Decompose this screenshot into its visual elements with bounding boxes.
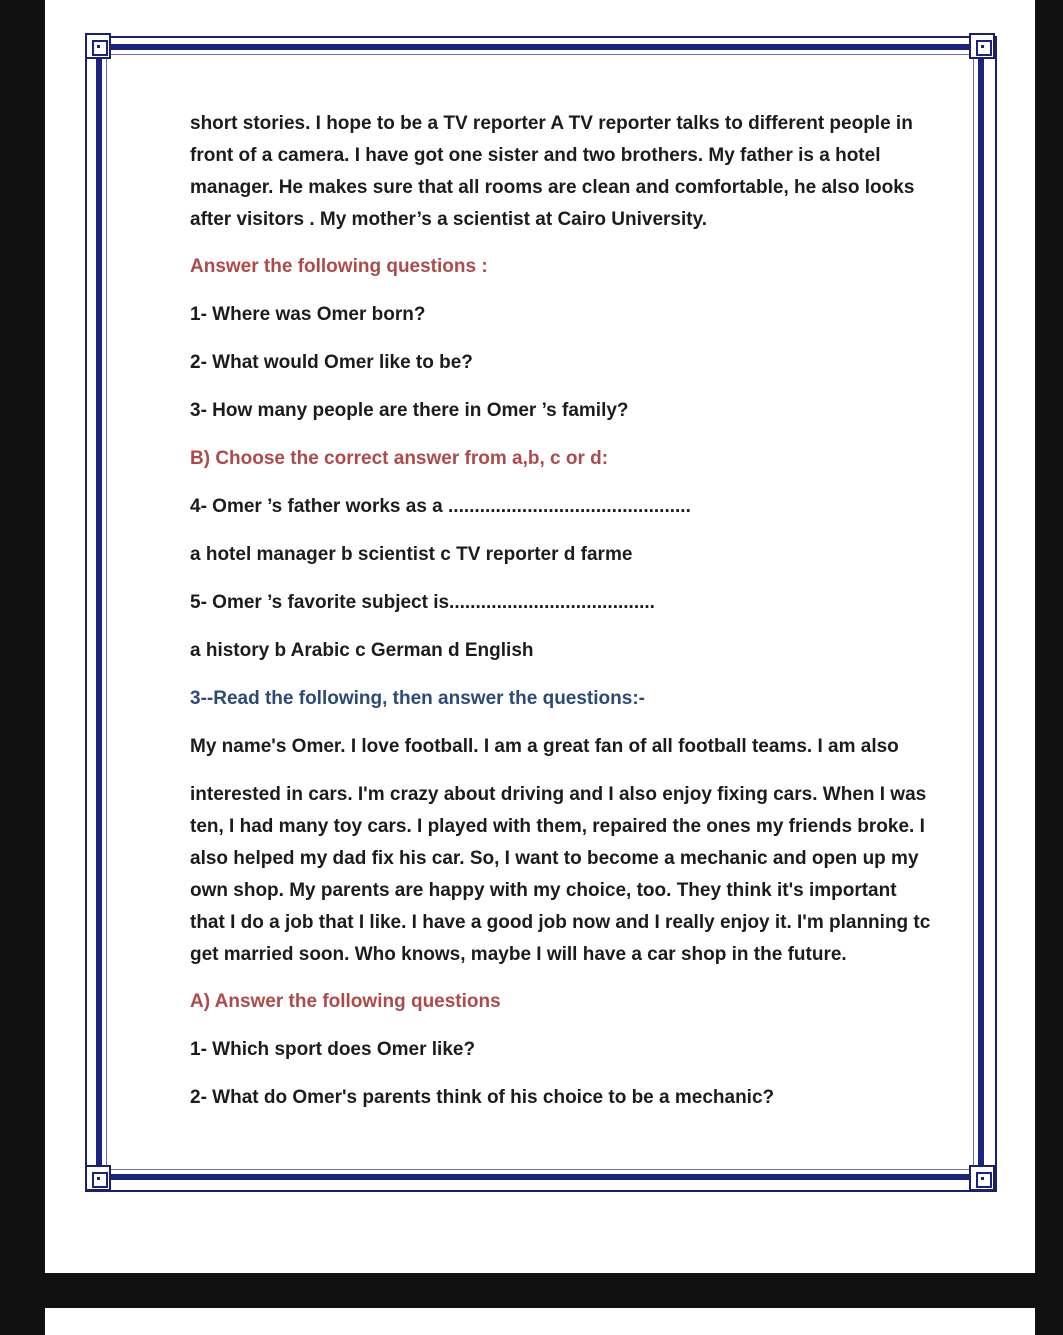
question: 2- What would Omer like to be? xyxy=(190,352,473,373)
passage-line: own shop. My parents are happy with my choice, too. They think it's important xyxy=(190,880,897,901)
answer-options: a hotel manager b scientist c TV reporter d farme xyxy=(190,544,633,565)
passage-line: that I do a job that I like. I have a good job now and I really enjoy it. I'm planning tc xyxy=(190,912,931,933)
section-heading: B) Choose the correct answer from a,b, c or d: xyxy=(190,448,609,469)
question: 3- How many people are there in Omer ’s family? xyxy=(190,400,629,421)
passage-line: My name's Omer. I love football. I am a great fan of all football teams. I am also xyxy=(190,736,899,757)
corner-ornament xyxy=(969,1165,995,1191)
question: 5- Omer ’s favorite subject is....................................... xyxy=(190,592,655,613)
corner-ornament xyxy=(85,1165,111,1191)
section-heading: 3--Read the following, then answer the questions:- xyxy=(190,688,645,709)
question: 1- Which sport does Omer like? xyxy=(190,1039,476,1060)
section-heading: Answer the following questions : xyxy=(190,256,488,277)
document-page xyxy=(45,0,1035,1273)
next-page-edge xyxy=(45,1308,1035,1335)
question: 1- Where was Omer born? xyxy=(190,304,426,325)
corner-ornament xyxy=(969,33,995,59)
question: 2- What do Omer's parents think of his choice to be a mechanic? xyxy=(190,1087,775,1108)
passage-line: also helped my dad fix his car. So, I want to become a mechanic and open up my xyxy=(190,848,919,869)
passage-line: after visitors . My mother’s a scientist at Cairo University. xyxy=(190,209,708,230)
passage-line: short stories. I hope to be a TV reporter A TV reporter talks to different people in xyxy=(190,113,913,134)
passage-line: interested in cars. I'm crazy about driving and I also enjoy fixing cars. When I was xyxy=(190,784,927,805)
section-heading: A) Answer the following questions xyxy=(190,991,501,1012)
passage-line: get married soon. Who knows, maybe I will have a car shop in the future. xyxy=(190,944,847,965)
question: 4- Omer ’s father works as a .............................................. xyxy=(190,496,691,517)
passage-line: manager. He makes sure that all rooms are clean and comfortable, he also looks xyxy=(190,177,915,198)
passage-line: front of a camera. I have got one sister and two brothers. My father is a hotel xyxy=(190,145,881,166)
answer-options: a history b Arabic c German d English xyxy=(190,640,534,661)
corner-ornament xyxy=(85,33,111,59)
passage-line: ten, I had many toy cars. I played with them, repaired the ones my friends broke. I xyxy=(190,816,925,837)
